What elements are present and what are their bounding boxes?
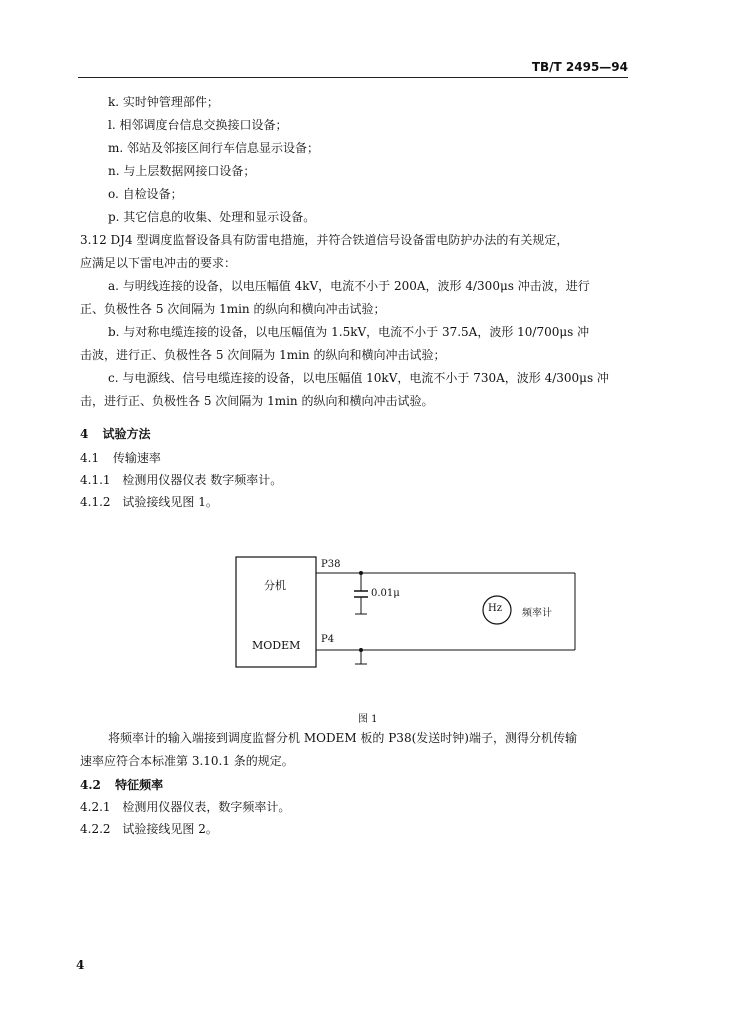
clause-text: DJ4 型调度监督设备具有防雷电措施，并符合铁道信号设备雷电防护办法的有关规定， <box>110 233 569 247</box>
list-item-k: k. 实时钟管理部件； <box>108 95 219 109</box>
s4-1-2-text: 试验接线见图 1。 <box>122 495 218 509</box>
item-c-line-1: c. 与电源线、信号电缆连接的设备，以电压幅值 10kV，电流不小于 730A，波形 4/300μs 冲 <box>108 371 609 385</box>
s4-1-number: 4.1 <box>80 451 100 465</box>
meter-name-label: 频率计 <box>522 608 552 619</box>
box-label-top: 分机 <box>264 579 286 592</box>
list-item-l: l. 相邻调度台信息交换接口设备； <box>108 118 288 132</box>
item-c-line-2: 击，进行正、负极性各 5 次间隔为 1min 的纵向和横向冲击试验。 <box>80 394 434 408</box>
terminal-p38: P38 <box>321 559 341 570</box>
s4-2-1 <box>80 799 290 815</box>
s4-1-title: 传输速率 <box>112 451 161 465</box>
list-item-p: p. 其它信息的收集、处理和显示设备。 <box>108 210 316 224</box>
s4-2-2 <box>80 821 218 837</box>
s4-2-heading <box>80 777 163 793</box>
s4-1-2-number: 4.1.2 <box>80 495 111 509</box>
page-number: 4 <box>76 958 85 972</box>
capacitor-value: 0.01μ <box>371 588 400 599</box>
figure-1-caption: 图 1 <box>358 714 378 725</box>
item-a-line-2: 正、负极性各 5 次间隔为 1min 的纵向和横向冲击试验； <box>80 302 386 316</box>
para-line-1: 将频率计的输入端接到调度监督分机 MODEM 板的 P38(发送时钟)端子，测得分机传输 <box>108 731 577 745</box>
terminal-p4: P4 <box>321 634 335 645</box>
para-line-2: 速率应符合本标准第 3.10.1 条的规定。 <box>80 754 294 768</box>
section-number: 4 <box>80 427 89 441</box>
s4-1-1-text: 检测用仪器仪表 数字频率计。 <box>122 473 283 487</box>
list-item-o: o. 自检设备； <box>108 187 183 201</box>
s4-2-number: 4.2 <box>80 778 101 792</box>
item-a-line-1: a. 与明线连接的设备，以电压幅值 4kV，电流不小于 200A，波形 4/300μs 冲击波，进行 <box>108 279 590 293</box>
s4-2-1-number: 4.2.1 <box>80 800 111 814</box>
section-title: 试验方法 <box>102 427 151 441</box>
s4-2-1-text: 检测用仪器仪表，数字频率计。 <box>122 800 291 814</box>
meter-hz-label: Hz <box>488 603 502 614</box>
box-label-bottom: MODEM <box>252 639 301 652</box>
item-b-line-2: 击波，进行正、负极性各 5 次间隔为 1min 的纵向和横向冲击试验； <box>80 348 446 362</box>
clause-number: 3.12 <box>80 233 107 247</box>
s4-2-title: 特征频率 <box>115 778 164 792</box>
list-item-n: n. 与上层数据网接口设备； <box>108 164 256 178</box>
s4-2-2-text: 试验接线见图 2。 <box>122 822 218 836</box>
clause-3-12-line-2: 应满足以下雷电冲击的要求： <box>80 256 237 270</box>
s4-1-1-number: 4.1.1 <box>80 473 111 487</box>
item-b-line-1: b. 与对称电缆连接的设备，以电压幅值为 1.5kV，电流不小于 37.5A，波形 10/700μs 冲 <box>108 325 590 339</box>
document-code: TB/T 2495—94 <box>531 60 628 74</box>
list-item-m: m. 邻站及邻接区间行车信息显示设备； <box>108 141 320 155</box>
s4-2-2-number: 4.2.2 <box>80 822 111 836</box>
